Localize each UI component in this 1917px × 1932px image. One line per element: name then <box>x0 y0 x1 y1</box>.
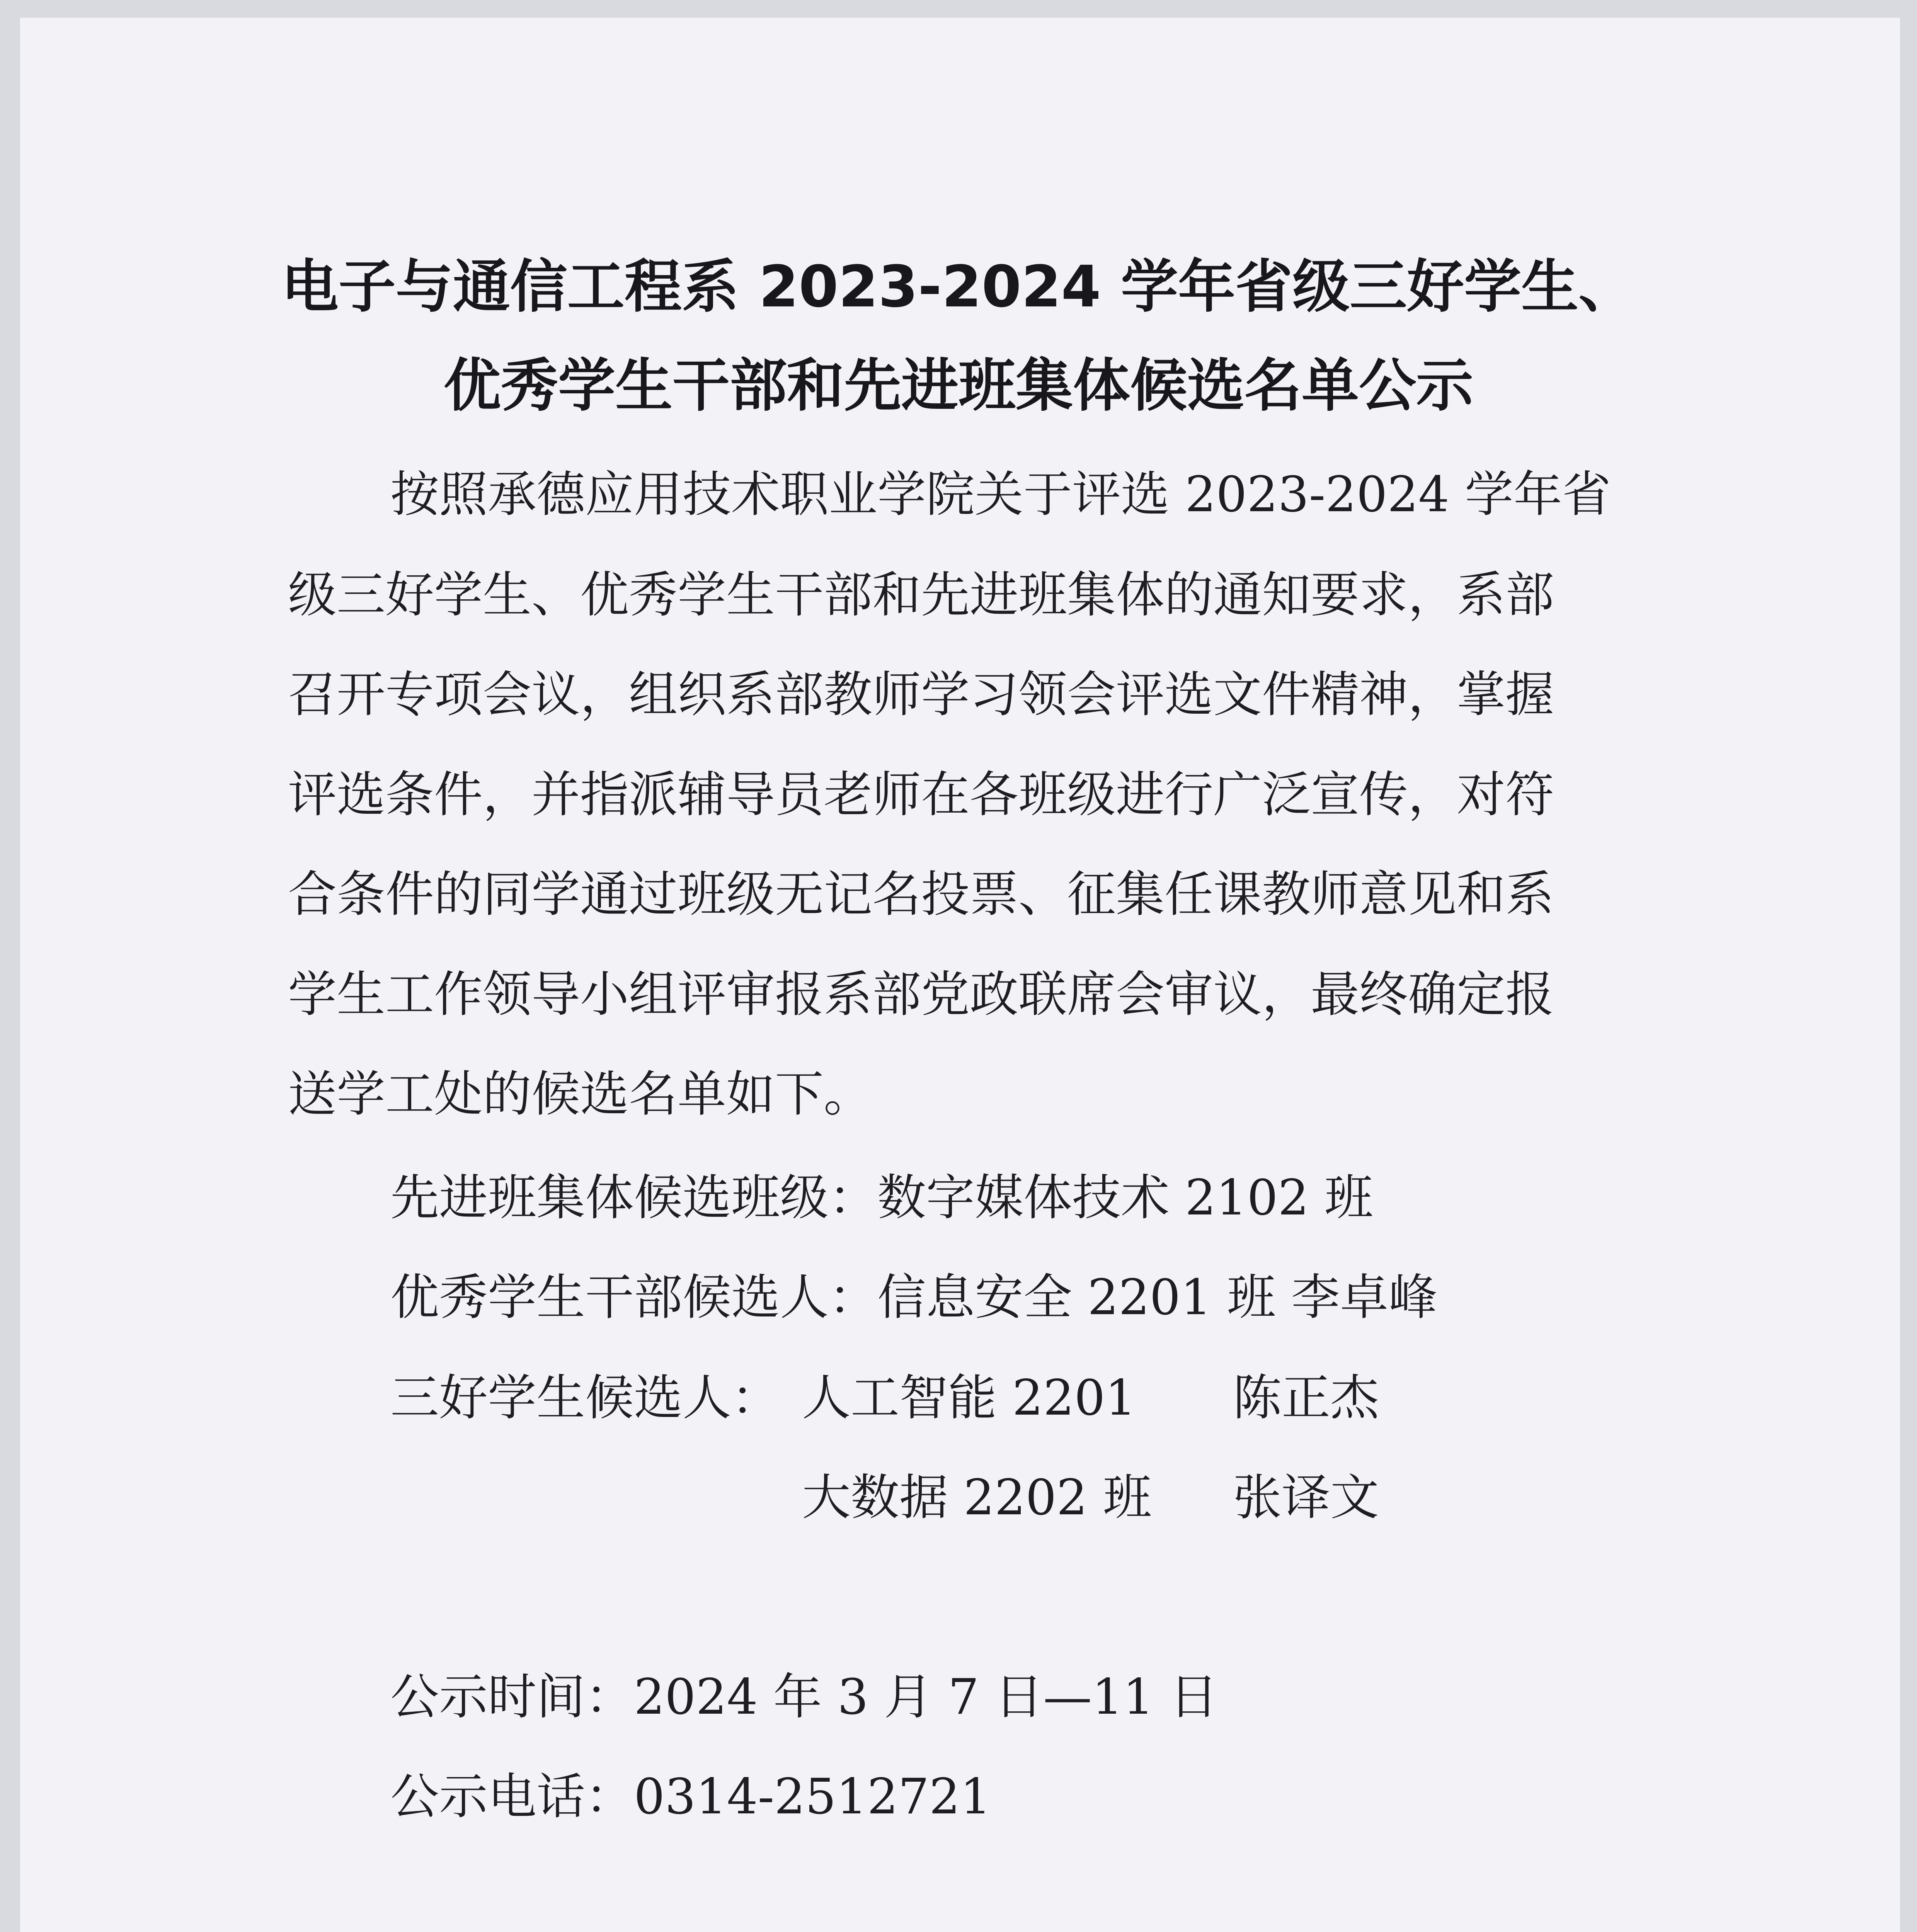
body-paragraph-line-7: 送学工处的候选名单如下。 <box>288 1066 872 1122</box>
three-good-label: 三好学生候选人： <box>390 1369 780 1426</box>
three-good-name-1: 陈正杰 <box>1233 1369 1379 1426</box>
body-paragraph-line-6: 学生工作领导小组评审报系部党政联席会审议，最终确定报 <box>288 966 1554 1023</box>
notice-time: 公示时间：2024 年 3 月 7 日—11 日 <box>390 1668 1218 1725</box>
excellent-cadre-candidate: 优秀学生干部候选人：信息安全 2201 班 李卓峰 <box>390 1269 1437 1326</box>
body-paragraph-line-5: 合条件的同学通过班级无记名投票、征集任课教师意见和系 <box>288 866 1554 923</box>
three-good-class-1: 人工智能 2201 <box>802 1369 1136 1426</box>
body-paragraph-line-3: 召开专项会议，组织系部教师学习领会评选文件精神，掌握 <box>288 666 1554 723</box>
body-paragraph-line-4: 评选条件，并指派辅导员老师在各班级进行广泛宣传，对符 <box>288 766 1554 823</box>
document-title-line-1: 电子与通信工程系 2023-2024 学年省级三好学生、 <box>281 253 1636 320</box>
body-paragraph-line-1: 按照承德应用技术职业学院关于评选 2023-2024 学年省 <box>390 466 1611 523</box>
document-title-line-2: 优秀学生干部和先进班集体候选名单公示 <box>444 352 1473 419</box>
body-paragraph-line-2: 级三好学生、优秀学生干部和先进班集体的通知要求，系部 <box>288 566 1554 623</box>
notice-phone: 公示电话：0314-2512721 <box>390 1768 991 1825</box>
advanced-class-candidate: 先进班集体候选班级：数字媒体技术 2102 班 <box>390 1169 1373 1226</box>
three-good-class-2: 大数据 2202 班 <box>802 1469 1152 1526</box>
three-good-name-2: 张译文 <box>1233 1469 1379 1526</box>
